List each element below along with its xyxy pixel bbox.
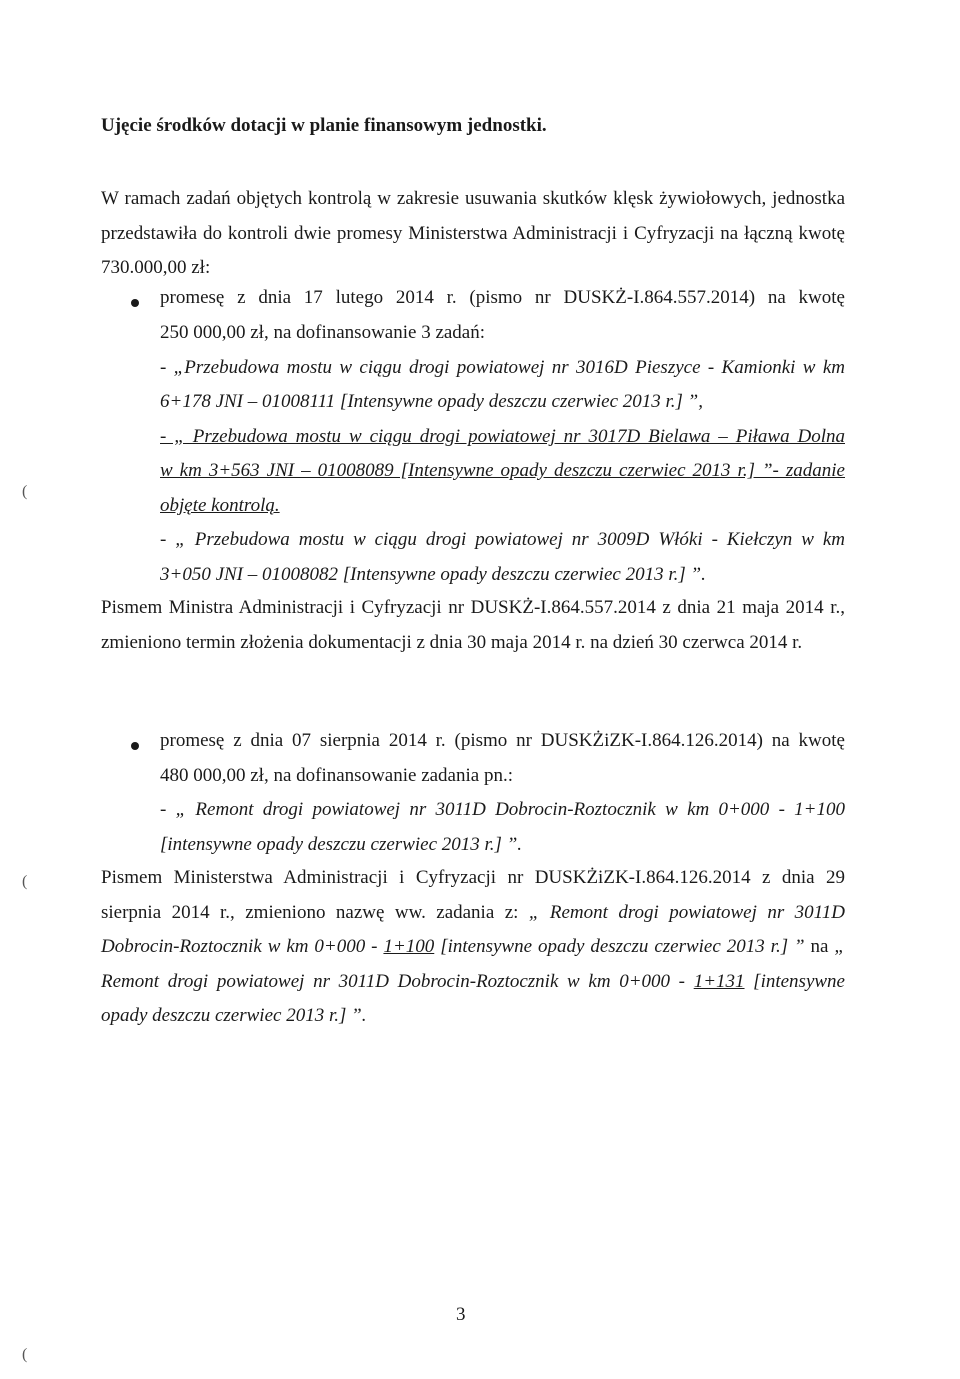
section-heading: Ujęcie środków dotacji w planie finansowym jednostki.	[101, 115, 547, 136]
promesa2-line2: 480 000,00 zł, na dofinansowanie zadania pn.:	[160, 765, 513, 786]
note-old-name-end: [intensywne opady deszczu czerwiec 2013 r.] ”	[434, 936, 805, 957]
margin-mark: (	[22, 873, 28, 890]
note-connector: na	[804, 936, 835, 957]
task2-line3: objęte kontrolą.	[160, 495, 280, 516]
promesa1-line2: 250 000,00 zł, na dofinansowanie 3 zadań:	[160, 322, 486, 343]
promesa2-note	[101, 861, 845, 1034]
task3-line2: 3+050 JNI – 01008082 [Intensywne opady deszczu czerwiec 2013 r.] ”.	[160, 564, 706, 585]
margin-mark: (	[22, 1346, 28, 1363]
note-old-km: 1+100	[383, 936, 435, 957]
note-new-name: „ Remont drogi powiatowej nr 3011D Dobrocin-Roztocznik w km 0+000 -	[101, 936, 845, 992]
task2-line2: w km 3+563 JNI – 01008089 [Intensywne opady deszczu czerwiec 2013 r.] ”- zadanie	[160, 460, 845, 481]
margin-mark: (	[22, 483, 28, 500]
promesa2-line1: promesę z dnia 07 sierpnia 2014 r. (pismo nr DUSKŻiZK-I.864.126.2014) na kwotę	[160, 730, 845, 751]
note-old-name: „ Remont drogi powiatowej nr 3011D Dobrocin-Roztocznik w km 0+000 -	[101, 901, 845, 957]
promesa2-task-line1: - „ Remont drogi powiatowej nr 3011D Dobrocin-Roztocznik w km 0+000 - 1+100	[160, 799, 845, 820]
bullet-icon	[131, 742, 139, 750]
page-number: 3	[456, 1304, 466, 1325]
note-new-km: 1+131	[693, 970, 745, 992]
note-text: Pismem Ministerstwa Administracji i Cyfryzacji nr DUSKŻiZK-I.864.126.2014 z dnia 29 sierpnia 2014 r., zmieniono nazwę ww. zadania z:	[101, 867, 845, 923]
task3-line1: - „ Przebudowa mostu w ciągu drogi powiatowej nr 3009D Włóki - Kiełczyn w km	[160, 529, 845, 550]
intro-paragraph: W ramach zadań objętych kontrolą w zakresie usuwania skutków klęsk żywiołowych, jednostka przedstawiła do kontroli dwie promesy Ministerstwa Administracji i Cyfryzacji na łączną kwotę 730.000,00 zł:	[101, 188, 845, 278]
task1-line2: 6+178 JNI – 01008111 [Intensywne opady deszczu czerwiec 2013 r.] ”,	[160, 391, 704, 412]
promesa1-line1: promesę z dnia 17 lutego 2014 r. (pismo nr DUSKŻ-I.864.557.2014) na kwotę	[160, 287, 845, 308]
promesa2-task-line2: [intensywne opady deszczu czerwiec 2013 r.] ”.	[160, 834, 523, 855]
promesa1-note: Pismem Ministra Administracji i Cyfryzacji nr DUSKŻ-I.864.557.2014 z dnia 21 maja 2014 r., zmieniono termin złożenia dokumentacji z dnia 30 maja 2014 r. na dzień 30 czerwca 2014 r.	[101, 597, 845, 653]
note-new-name-end: [intensywne opady deszczu czerwiec 2013 r.] ”.	[101, 970, 845, 1026]
bullet-icon	[131, 299, 139, 307]
task1-line1: - „Przebudowa mostu w ciągu drogi powiatowej nr 3016D Pieszyce - Kamionki w km	[160, 357, 845, 378]
task2-line1: - „ Przebudowa mostu w ciągu drogi powiatowej nr 3017D Bielawa – Piława Dolna	[160, 426, 845, 447]
